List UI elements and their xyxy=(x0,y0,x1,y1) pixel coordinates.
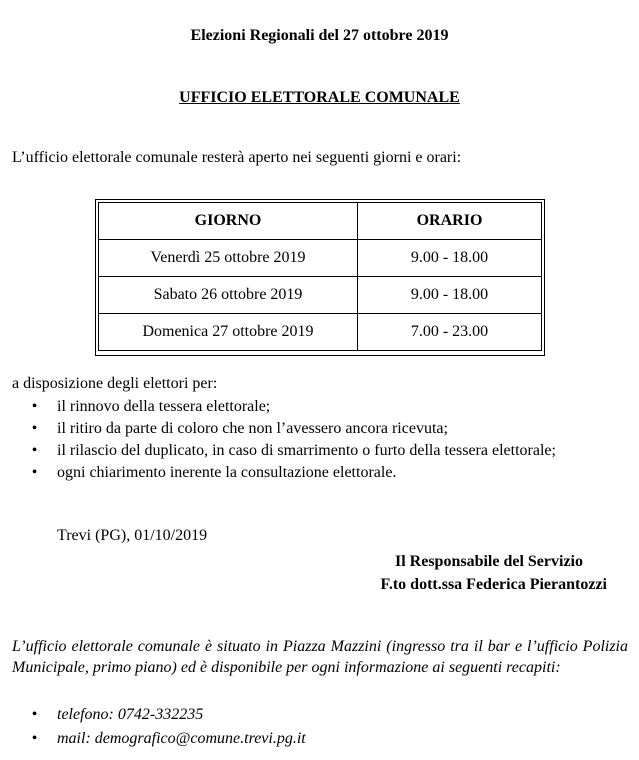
list-item xyxy=(12,727,306,751)
list-item-text: il rinnovo della tessera elettorale; xyxy=(57,398,271,415)
list-item xyxy=(12,462,556,484)
hours-cell: 9.00 - 18.00 xyxy=(358,240,542,277)
bullet-icon: • xyxy=(31,398,38,415)
list-item xyxy=(12,703,306,727)
phone-contact: telefono: 0742-332235 xyxy=(57,706,204,723)
schedule-header-row xyxy=(99,203,542,240)
services-list xyxy=(12,396,556,484)
place-date: Trevi (PG), 01/10/2019 xyxy=(57,527,208,544)
office-location-note: L’ufficio elettorale comunale è situato in Piazza Mazzini (ingresso tra il bar e l’ufficio Polizia Municipale, primo piano) ed è disponibile per ogni informazione ai seguenti recapiti: xyxy=(12,638,628,676)
bullet-icon: • xyxy=(31,442,38,459)
office-heading xyxy=(0,89,639,107)
list-item xyxy=(12,440,556,462)
column-header-hours: ORARIO xyxy=(358,203,542,240)
list-item-text: ogni chiarimento inerente la consultazione elettorale. xyxy=(57,464,397,481)
contacts-list xyxy=(12,703,306,751)
schedule-table xyxy=(98,202,542,351)
intro-text: L’ufficio elettorale comunale resterà aperto nei seguenti giorni e orari: xyxy=(12,149,462,166)
list-item xyxy=(12,396,556,418)
table-row xyxy=(99,277,542,314)
bullet-icon: • xyxy=(31,730,38,747)
signature-role: Il Responsabile del Servizio xyxy=(394,553,583,570)
table-row xyxy=(99,240,542,277)
bullet-icon: • xyxy=(31,464,38,481)
document-title: Elezioni Regionali del 27 ottobre 2019 xyxy=(190,27,449,44)
list-item-text: il ritiro da parte di coloro che non l’avessero ancora ricevuta; xyxy=(57,420,448,437)
column-header-day: GIORNO xyxy=(99,203,358,240)
services-lead: a disposizione degli elettori per: xyxy=(12,375,218,392)
bullet-icon: • xyxy=(31,706,38,723)
signature-name: F.to dott.ssa Federica Pierantozzi xyxy=(380,576,607,593)
list-item-text: il rilascio del duplicato, in caso di smarrimento o furto della tessera elettorale; xyxy=(57,442,556,459)
bullet-icon: • xyxy=(31,420,38,437)
day-cell: Venerdì 25 ottobre 2019 xyxy=(99,240,358,277)
day-cell: Domenica 27 ottobre 2019 xyxy=(99,314,358,351)
day-cell: Sabato 26 ottobre 2019 xyxy=(99,277,358,314)
table-row xyxy=(99,314,542,351)
office-heading-text: UFFICIO ELETTORALE COMUNALE xyxy=(179,89,460,106)
hours-cell: 7.00 - 23.00 xyxy=(358,314,542,351)
email-contact: mail: demografico@comune.trevi.pg.it xyxy=(57,730,306,747)
hours-cell: 9.00 - 18.00 xyxy=(358,277,542,314)
list-item xyxy=(12,418,556,440)
